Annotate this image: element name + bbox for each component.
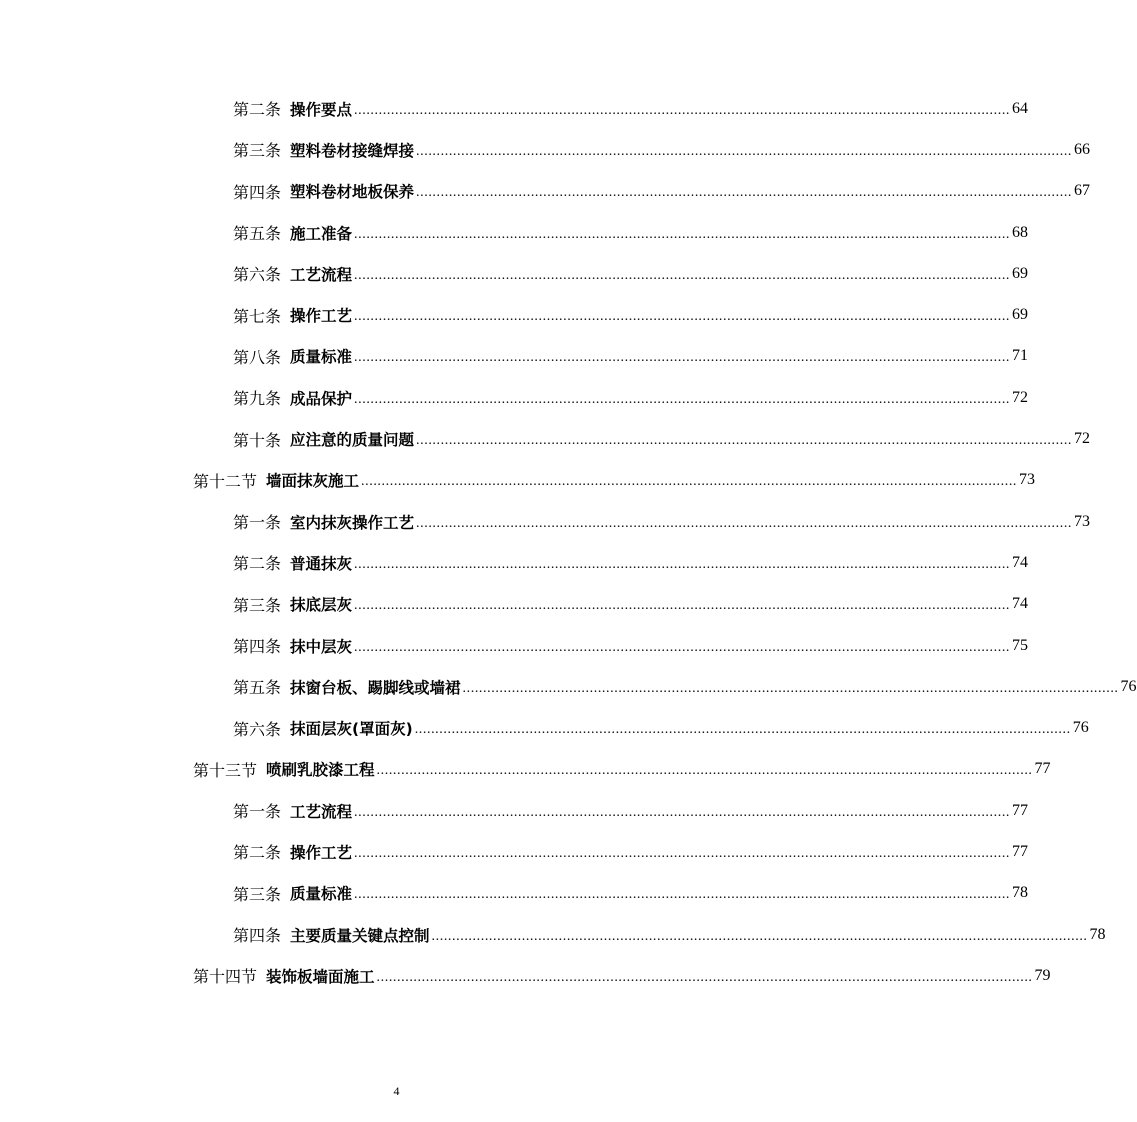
toc-entry-number: 第三条	[233, 595, 282, 615]
toc-section-page: 79	[1034, 966, 1051, 984]
toc-entry[interactable]	[0, 171, 1091, 212]
toc-entry-title: 施工准备	[290, 224, 353, 243]
toc-entry-page: 76	[1120, 677, 1137, 695]
toc-entry-number: 第四条	[233, 926, 282, 946]
toc-entry-title: 抹底层灰	[290, 596, 353, 615]
dot-leader: ................................................................................................................................................................	[416, 143, 1073, 159]
toc-entry-number: 第二条	[233, 554, 282, 574]
toc-entry-number: 第二条	[233, 100, 282, 120]
dot-leader: ................................................................................................................................................................	[462, 680, 1119, 696]
toc-entry-page: 69	[1012, 264, 1029, 282]
toc-entry[interactable]	[0, 584, 1029, 625]
toc-entry-title: 塑料卷材接缝焊接	[290, 141, 415, 160]
dot-leader: ................................................................................................................................................................	[354, 309, 1011, 325]
toc-entry-page: 66	[1074, 140, 1091, 158]
toc-section-number: 第十二节	[193, 471, 258, 491]
toc-entry[interactable]	[0, 88, 1029, 129]
toc-entry-title: 普通抹灰	[290, 554, 353, 573]
toc-entry[interactable]	[0, 336, 1029, 377]
toc-section-page: 73	[1019, 471, 1036, 489]
dot-leader: ................................................................................................................................................................	[416, 185, 1073, 201]
dot-leader: ................................................................................................................................................................	[354, 639, 1011, 655]
toc-entry-number: 第五条	[233, 678, 282, 698]
toc-entry-number: 第三条	[233, 884, 282, 904]
toc-entry-number: 第六条	[233, 719, 282, 739]
toc-entry[interactable]	[0, 707, 1089, 748]
toc-section-title: 墙面抹灰施工	[266, 472, 360, 491]
toc-entry-title: 室内抹灰操作工艺	[290, 513, 415, 532]
toc-entry-page: 72	[1074, 430, 1091, 448]
dot-leader: ................................................................................................................................................................	[431, 928, 1088, 944]
toc-entry-page: 74	[1012, 595, 1029, 613]
toc-entry-number: 第七条	[233, 306, 282, 326]
toc-entry-number: 第八条	[233, 347, 282, 367]
toc-entry-page: 73	[1074, 512, 1091, 530]
toc-entry-title: 抹窗台板、踢脚线或墙裙	[290, 678, 461, 697]
table-of-contents	[0, 88, 1137, 997]
dot-leader: ................................................................................................................................................................	[354, 102, 1011, 118]
toc-entry[interactable]	[0, 294, 1029, 335]
dot-leader: ................................................................................................................................................................	[354, 267, 1011, 283]
toc-entry-number: 第九条	[233, 389, 282, 409]
dot-leader: ................................................................................................................................................................	[416, 515, 1073, 531]
toc-entry-page: 77	[1012, 842, 1029, 860]
toc-section-number: 第十四节	[193, 967, 258, 987]
toc-section-page: 77	[1034, 760, 1051, 778]
toc-entry-title: 塑料卷材地板保养	[290, 183, 415, 202]
toc-section[interactable]	[0, 460, 1036, 501]
toc-entry-page: 74	[1012, 553, 1029, 571]
dot-leader: ................................................................................................................................................................	[354, 598, 1011, 614]
toc-entry[interactable]	[0, 831, 1029, 872]
toc-entry-number: 第十条	[233, 430, 282, 450]
toc-section-number: 第十三节	[193, 760, 258, 780]
toc-entry-page: 69	[1012, 306, 1029, 324]
toc-entry-number: 第二条	[233, 843, 282, 863]
toc-entry-page: 72	[1012, 388, 1029, 406]
toc-entry[interactable]	[0, 873, 1029, 914]
toc-entry-page: 71	[1012, 347, 1029, 365]
toc-entry-page: 77	[1012, 801, 1029, 819]
dot-leader: ................................................................................................................................................................	[414, 722, 1071, 738]
dot-leader: ................................................................................................................................................................	[416, 433, 1073, 449]
toc-entry-number: 第五条	[233, 224, 282, 244]
toc-entry-page: 67	[1074, 182, 1091, 200]
dot-leader: ................................................................................................................................................................	[354, 804, 1011, 820]
toc-entry-number: 第一条	[233, 513, 282, 533]
toc-entry[interactable]	[0, 377, 1029, 418]
toc-entry[interactable]	[0, 129, 1091, 170]
toc-entry-title: 质量标准	[290, 348, 353, 367]
toc-entry-page: 78	[1089, 925, 1106, 943]
toc-entry[interactable]	[0, 418, 1091, 459]
toc-entry-title: 成品保护	[290, 389, 353, 408]
toc-section-title: 装饰板墙面施工	[266, 967, 375, 986]
toc-entry-title: 质量标准	[290, 885, 353, 904]
dot-leader: ................................................................................................................................................................	[354, 887, 1011, 903]
toc-entry-title: 抹面层灰(罩面灰)	[290, 720, 413, 739]
toc-section[interactable]	[0, 749, 1051, 790]
toc-entry-title: 操作工艺	[290, 843, 353, 862]
dot-leader: ................................................................................................................................................................	[354, 226, 1011, 242]
toc-entry-number: 第四条	[233, 637, 282, 656]
toc-entry-title: 应注意的质量问题	[290, 431, 415, 450]
toc-entry-page: 75	[1012, 636, 1029, 654]
toc-entry[interactable]	[0, 501, 1091, 542]
toc-entry-title: 工艺流程	[290, 265, 353, 284]
dot-leader: ................................................................................................................................................................	[354, 845, 1011, 861]
toc-entry[interactable]	[0, 625, 1029, 666]
dot-leader: ................................................................................................................................................................	[376, 763, 1033, 779]
toc-entry-number: 第三条	[233, 141, 282, 161]
toc-entry[interactable]	[0, 790, 1029, 831]
toc-section-title: 喷刷乳胶漆工程	[266, 761, 375, 780]
dot-leader: ................................................................................................................................................................	[361, 474, 1018, 490]
toc-entry[interactable]	[0, 253, 1029, 294]
toc-entry-title: 操作要点	[290, 100, 353, 119]
toc-entry-page: 78	[1012, 884, 1029, 902]
toc-entry-page: 68	[1012, 223, 1029, 241]
toc-entry[interactable]	[0, 914, 1106, 955]
toc-entry-number: 第一条	[233, 802, 282, 822]
dot-leader: ................................................................................................................................................................	[354, 556, 1011, 572]
toc-entry-page: 76	[1072, 719, 1089, 737]
toc-entry-page: 64	[1012, 99, 1029, 117]
toc-entry-number: 第四条	[233, 182, 282, 202]
toc-entry-number: 第六条	[233, 265, 282, 285]
page-number: 4	[393, 1084, 400, 1098]
toc-entry[interactable]	[0, 542, 1029, 583]
dot-leader: ................................................................................................................................................................	[376, 969, 1033, 985]
dot-leader: ................................................................................................................................................................	[354, 391, 1011, 407]
toc-entry[interactable]	[0, 212, 1029, 253]
toc-section[interactable]	[0, 955, 1051, 996]
toc-entry-title: 操作工艺	[290, 307, 353, 326]
toc-entry-title: 主要质量关键点控制	[290, 926, 430, 945]
toc-entry-title: 抹中层灰	[290, 637, 353, 656]
toc-entry-title: 工艺流程	[290, 802, 353, 821]
toc-entry[interactable]	[0, 666, 1137, 707]
dot-leader: ................................................................................................................................................................	[354, 350, 1011, 366]
